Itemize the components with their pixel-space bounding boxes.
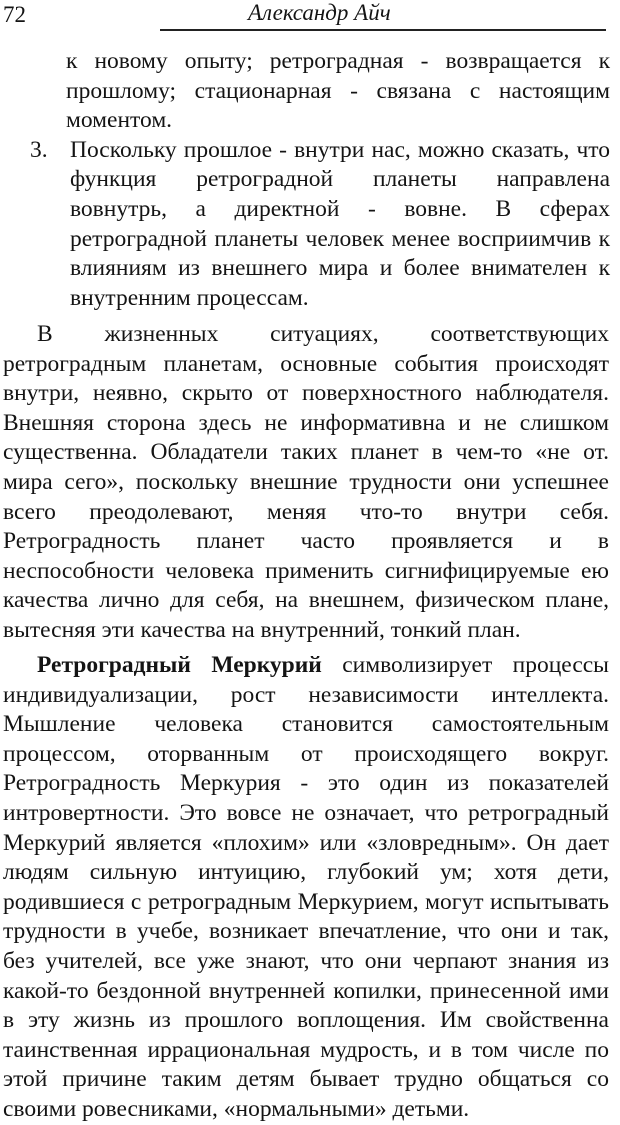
page-number: 72 bbox=[3, 2, 26, 27]
paragraph-retrograde-mercury bbox=[3, 651, 609, 1125]
list-item-text: Поскольку прошлое - внутри нас, можно сказать, что функция ретроградной планеты направлена вовнутрь, а директной - вовне. В сферах ретроградной планеты человек менее восприимчив к влияниям из внешнего мира и более внимателен к внутренним процессам. bbox=[70, 136, 610, 311]
paragraph-body: символизирует процессы индивидуализации, рост независимости интеллекта. Мышление человека становится самостоятельным процессом, оторванным от происходящего вокруг. Ретроградность Меркурия - это один из показателей интровертности. Это вовсе не означает, что ретроградный Меркурий является «плохим» или «зловредным». Он дает людям сильную интуицию, глубокий ум; хотя дети, родившиеся с ретроградным Меркурием, могут испытывать трудности в учебе, возникает впечатление, что они и так, без учителей, все уже знают, что они черпают знания из какой-то бездонной внутренней копилки, принесенной ими в эту жизнь из прошлого воплощения. Им свойственна таинственная иррациональная мудрость, и в том числе по этой причине таким детям бывает трудно общаться со своими ровесниками, «нормальными» детьми. bbox=[3, 652, 609, 1122]
list-item-number: 3. bbox=[30, 136, 48, 163]
header-rule bbox=[160, 29, 606, 31]
list-item bbox=[30, 136, 610, 314]
running-title: Александр Айч bbox=[248, 0, 391, 25]
paragraph-retrograde-situations: В жизненных ситуациях, соответствующих ретроградным планетам, основные события происходят внутри, неявно, скрыто от поверхностного наблюдателя. Внешняя сторона здесь не информативна и не слишком существенна. Обладатели таких планет в чем-то «не от. мира сего», поскольку внешние трудности они успешнее всего преодолевают, меняя что-то внутри себя. Ретроградность планет часто проявляется и в неспособности человека применить сигнифицируемые ею качества лично для себя, на внешнем, физическом плане, вытесняя эти качества на внутренний, тонкий план. bbox=[3, 321, 609, 643]
list-item-continuation: к новому опыту; ретроградная - возвращается к прошлому; стационарная - связана с настоящим моментом. bbox=[66, 48, 610, 134]
page-header bbox=[0, 0, 620, 34]
bold-term: Ретроградный Меркурий bbox=[37, 652, 322, 678]
numbered-list bbox=[30, 47, 610, 313]
